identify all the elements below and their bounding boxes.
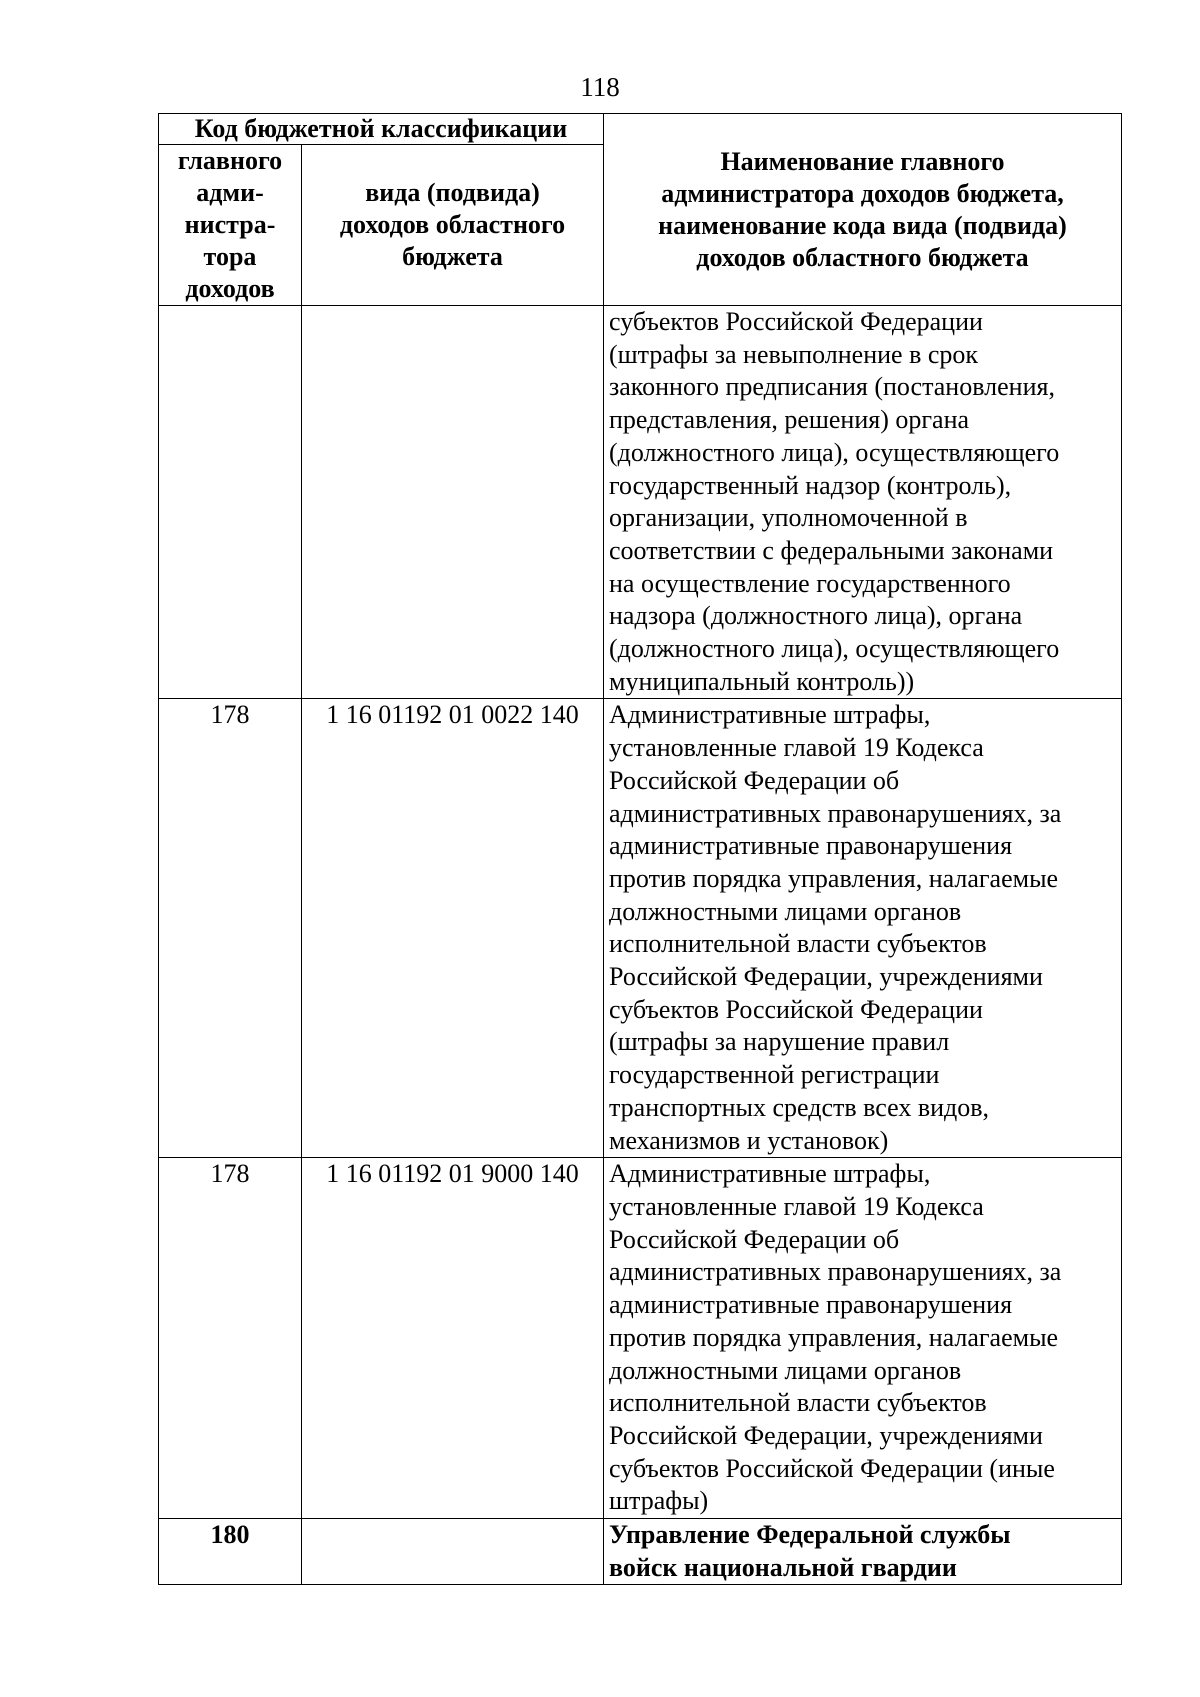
description-line: административные правонарушения <box>609 1290 1013 1320</box>
description-line: субъектов Российской Федерации <box>609 994 983 1024</box>
description-line: штрафы) <box>609 1486 709 1516</box>
description-line: Административные штрафы, <box>609 700 931 730</box>
description-line: Российской Федерации, учреждениями <box>609 1420 1043 1450</box>
table-body <box>159 306 1122 1585</box>
header-name-line: администратора доходов бюджета, <box>661 178 1064 208</box>
description-line: (должностного лица), осуществляющего <box>609 437 1060 467</box>
description-line: Российской Федерации, учреждениями <box>609 962 1043 992</box>
description-line: установленные главой 19 Кодекса <box>609 1191 984 1221</box>
cell-description <box>604 1519 1122 1585</box>
description-line: механизмов и установок) <box>609 1125 889 1155</box>
description-line: представления, решения) органа <box>609 405 970 435</box>
description-line: исполнительной власти субъектов <box>609 929 987 959</box>
cell-description <box>604 1158 1122 1519</box>
header-admin-line: тора <box>203 242 257 271</box>
header-name-line: наименование кода вида (подвида) <box>658 210 1067 240</box>
cell-admin-code: 178 <box>159 699 302 1158</box>
header-admin-line: главного <box>177 146 283 175</box>
cell-revenue-kind-code: 1 16 01192 01 9000 140 <box>302 1158 604 1519</box>
description-line: надзора (должностного лица), органа <box>609 601 1023 631</box>
description-line: законного предписания (постановления, <box>609 372 1055 402</box>
description-line: муниципальный контроль)) <box>609 666 915 696</box>
header-name-line: доходов областного бюджета <box>696 242 1029 272</box>
description-line: соответствии с федеральными законами <box>609 535 1054 565</box>
budget-classification-table <box>158 113 1122 1585</box>
table-row <box>159 1519 1122 1585</box>
table-header-row-group <box>159 114 1122 145</box>
description-line: (должностного лица), осуществляющего <box>609 634 1060 664</box>
table-row <box>159 699 1122 1158</box>
description-line: организации, уполномоченной в <box>609 503 968 533</box>
cell-revenue-kind-code <box>302 1519 604 1585</box>
description-line: против порядка управления, налагаемые <box>609 863 1059 893</box>
description-line: (штрафы за невыполнение в срок <box>609 339 979 369</box>
description-line: транспортных средств всех видов, <box>609 1092 990 1122</box>
cell-revenue-kind-code <box>302 306 604 699</box>
cell-admin-code: 180 <box>159 1519 302 1585</box>
description-line: административные правонарушения <box>609 831 1013 861</box>
table-row <box>159 306 1122 699</box>
cell-admin-code <box>159 306 302 699</box>
description-line: должностными лицами органов <box>609 1355 962 1385</box>
description-line: войск национальной гвардии <box>609 1552 957 1582</box>
description-line: административных правонарушениях, за <box>609 798 1062 828</box>
header-name-column <box>604 114 1122 306</box>
description-line: субъектов Российской Федерации (иные <box>609 1453 1055 1483</box>
description-line: Российской Федерации об <box>609 765 900 795</box>
header-kind-column <box>302 145 604 306</box>
header-admin-line: нистра- <box>184 210 276 239</box>
table-row <box>159 1158 1122 1519</box>
description-line: на осуществление государственного <box>609 568 1011 598</box>
header-admin-line: доходов <box>185 274 275 303</box>
header-budget-classification-code: Код бюджетной классификации <box>159 114 604 145</box>
description-line: Управление Федеральной службы <box>609 1520 1011 1550</box>
cell-description <box>604 306 1122 699</box>
description-line: против порядка управления, налагаемые <box>609 1322 1059 1352</box>
cell-description <box>604 699 1122 1158</box>
cell-revenue-kind-code: 1 16 01192 01 0022 140 <box>302 699 604 1158</box>
description-line: должностными лицами органов <box>609 896 962 926</box>
description-line: (штрафы за нарушение правил <box>609 1027 950 1057</box>
header-admin-column <box>159 145 302 306</box>
header-name-line: Наименование главного <box>720 146 1005 176</box>
description-line: административных правонарушениях, за <box>609 1257 1062 1287</box>
description-line: Российской Федерации об <box>609 1224 900 1254</box>
description-line: Административные штрафы, <box>609 1159 931 1189</box>
description-line: государственный надзор (контроль), <box>609 470 1012 500</box>
header-kind-line: бюджета <box>402 242 503 271</box>
header-admin-line: адми- <box>196 178 264 207</box>
description-line: субъектов Российской Федерации <box>609 307 983 336</box>
description-line: установленные главой 19 Кодекса <box>609 733 984 763</box>
description-line: государственной регистрации <box>609 1060 940 1090</box>
header-kind-line: вида (подвида) <box>365 178 540 207</box>
cell-admin-code: 178 <box>159 1158 302 1519</box>
page-number: 118 <box>580 72 620 102</box>
header-kind-line: доходов областного <box>339 210 566 239</box>
description-line: исполнительной власти субъектов <box>609 1388 987 1418</box>
